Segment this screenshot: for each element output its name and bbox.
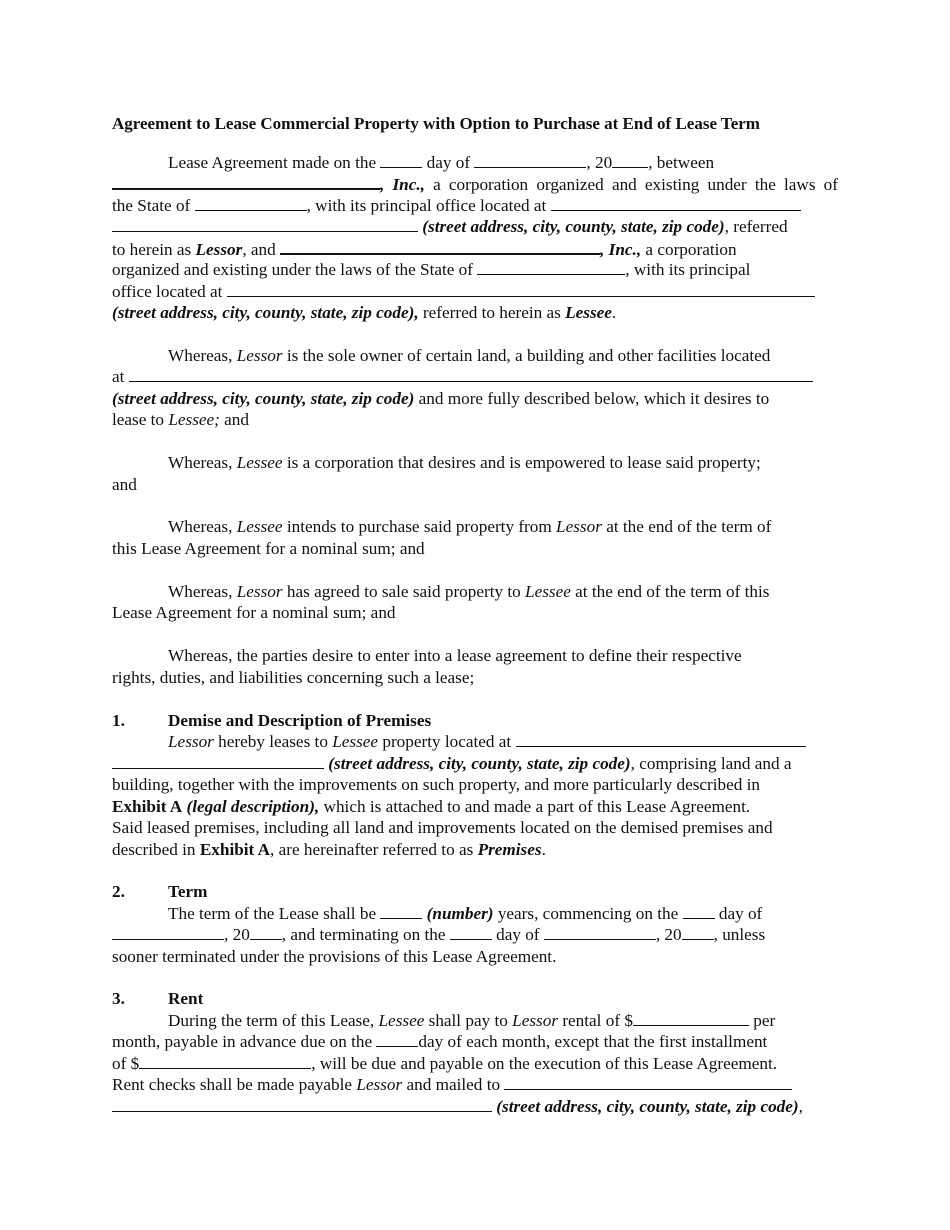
blank-rent-amount[interactable] <box>633 1010 749 1026</box>
blank-start-month[interactable] <box>112 924 224 940</box>
preamble-line-8 <box>112 302 838 323</box>
lessee-term: Lessee <box>236 453 283 472</box>
lessee-term: Lessee; <box>168 410 220 429</box>
exhibit-ref: Exhibit A <box>112 797 183 816</box>
preamble-line-4 <box>112 216 838 237</box>
whereas-text: Whereas, <box>168 453 233 472</box>
preamble-text: Lease Agreement made on the <box>168 153 377 172</box>
whereas-text: Lease Agreement for a nominal sum; and <box>112 603 396 622</box>
preamble-text: to herein as <box>112 240 192 259</box>
section-text: building, together with the improvements on such property, and more particularly described in <box>112 775 761 794</box>
address-label: (street address, city, county, state, zip code) <box>422 217 725 236</box>
section-text: day of each month, except that the first installment <box>418 1032 768 1051</box>
section-text: . <box>541 840 546 859</box>
lessor-term: Lessor <box>236 582 283 601</box>
section-text: years, commencing on the <box>497 904 679 923</box>
blank-first-installment[interactable] <box>139 1053 311 1069</box>
blank-due-day[interactable] <box>376 1031 418 1047</box>
section1-heading <box>112 710 838 731</box>
section-heading: Term <box>168 882 208 901</box>
section-text: , are hereinafter referred to as <box>270 840 474 859</box>
whereas1-line-4 <box>112 409 838 430</box>
blank-lessor-address-cont[interactable] <box>112 216 418 232</box>
section-text: of $ <box>112 1054 140 1073</box>
section-heading: Rent <box>168 989 204 1008</box>
whereas1-line-3 <box>112 388 838 409</box>
section3-line-4 <box>112 1074 838 1095</box>
section-number: 2. <box>112 882 125 901</box>
lessee-term: Lessee <box>236 517 283 536</box>
blank-lessor-name[interactable] <box>112 173 380 190</box>
section-text: , and terminating on the <box>281 925 446 944</box>
document-title: Agreement to Lease Commercial Property with Option to Purchase at End of Lease Term <box>112 114 760 133</box>
whereas4-line-2 <box>112 602 838 623</box>
whereas-text: and more fully described below, which it desires to <box>418 389 770 408</box>
section1-line-5 <box>112 817 838 838</box>
section-text: which is attached to and made a part of this Lease Agreement. <box>323 797 751 816</box>
blank-end-day[interactable] <box>450 924 492 940</box>
whereas1-line-2 <box>112 366 838 387</box>
whereas-text: at <box>112 367 125 386</box>
section-text: and mailed to <box>406 1075 501 1094</box>
address-label: (street address, city, county, state, zip code), <box>112 303 419 322</box>
preamble-text: office located at <box>112 282 223 301</box>
blank-year[interactable] <box>612 152 648 168</box>
inc-text: , Inc., <box>600 240 642 259</box>
section-text: per <box>753 1011 776 1030</box>
section3-line-2 <box>112 1031 838 1052</box>
whereas-text: this Lease Agreement for a nominal sum; and <box>112 539 425 558</box>
whereas3-line-1 <box>112 516 894 537</box>
whereas-text: is a corporation that desires and is empowered to lease said property; <box>286 453 761 472</box>
lessor-term: Lessor <box>556 517 602 536</box>
preamble-text: the State of <box>112 196 191 215</box>
preamble-text: a corporation <box>645 240 737 259</box>
blank-month[interactable] <box>474 152 586 168</box>
lessor-term: Lessor <box>195 240 243 259</box>
section-text: During the term of this Lease, <box>168 1011 375 1030</box>
blank-mailing-address[interactable] <box>504 1074 792 1090</box>
section-text: day of <box>496 925 540 944</box>
blank-end-year[interactable] <box>682 924 714 940</box>
blank-end-month[interactable] <box>544 924 656 940</box>
section-number: 1. <box>112 711 125 730</box>
inc-text: , Inc., <box>380 175 425 194</box>
section1-line-1 <box>112 731 894 752</box>
address-label: (street address, city, county, state, zip code) <box>112 389 415 408</box>
blank-lessee-address[interactable] <box>227 281 815 297</box>
preamble-text: , 20 <box>586 153 613 172</box>
section2-heading <box>112 881 838 902</box>
section1-line-6 <box>112 839 838 860</box>
whereas1-line-1 <box>112 345 894 366</box>
preamble-text: , referred <box>724 217 788 236</box>
section-text: shall pay to <box>428 1011 508 1030</box>
section3-line-1 <box>112 1010 894 1031</box>
whereas-text: intends to purchase said property from <box>286 517 552 536</box>
preamble-line-2 <box>112 173 838 194</box>
whereas-text: at the end of the term of <box>606 517 772 536</box>
lessee-term: Lessee <box>525 582 571 601</box>
whereas-text: Whereas, <box>168 582 233 601</box>
section-text: , 20 <box>224 925 250 944</box>
blank-day[interactable] <box>380 152 422 168</box>
section-text: , <box>798 1097 803 1116</box>
section-text: described in <box>112 840 196 859</box>
blank-lessee-name[interactable] <box>280 238 600 255</box>
section-number: 3. <box>112 989 125 1008</box>
preamble-text: day of <box>426 153 471 172</box>
lessor-term: Lessor <box>356 1075 403 1094</box>
section1-line-2 <box>112 753 838 774</box>
blank-start-day[interactable] <box>683 903 715 919</box>
whereas-text: is the sole owner of certain land, a building and other facilities located <box>286 346 771 365</box>
whereas4-line-1 <box>112 581 894 602</box>
blank-term-years[interactable] <box>380 903 422 919</box>
preamble-text: referred to herein as <box>422 303 561 322</box>
whereas-text: Whereas, the parties desire to enter into a lease agreement to define their respective <box>168 646 742 665</box>
section-text: day of <box>718 904 763 923</box>
preamble-line-6 <box>112 259 838 280</box>
legal-desc-label: (legal description), <box>186 797 320 816</box>
section2-line-1 <box>112 903 894 924</box>
whereas-text: and <box>224 410 249 429</box>
lessor-term: Lessor <box>168 732 214 751</box>
whereas-text: has agreed to sale said property to <box>286 582 521 601</box>
section-heading: Demise and Description of Premises <box>168 711 432 730</box>
blank-lessor-address[interactable] <box>551 195 801 211</box>
preamble-line-5 <box>112 238 838 259</box>
section3-line-5 <box>112 1096 838 1117</box>
blank-premises-address[interactable] <box>516 731 806 747</box>
lessee-term: Lessee <box>332 732 379 751</box>
section1-line-3 <box>112 774 838 795</box>
lessee-term: Lessee <box>565 303 612 322</box>
whereas3-line-2 <box>112 538 838 559</box>
section-text: Said leased premises, including all land and improvements located on the demised premises and <box>112 818 773 837</box>
address-label: (street address, city, county, state, zip code) <box>328 754 631 773</box>
whereas5-line-1 <box>112 645 894 666</box>
preamble-text: , and <box>242 240 276 259</box>
preamble-text: organized and existing under the laws of the State of <box>112 260 473 279</box>
preamble-text: , between <box>648 153 715 172</box>
section-text: , will be due and payable on the execution of this Lease Agreement. <box>311 1054 778 1073</box>
section3-heading <box>112 988 838 1009</box>
whereas-text: lease to <box>112 410 165 429</box>
section2-line-3 <box>112 946 838 967</box>
section-text: , 20 <box>655 925 682 944</box>
blank-lessor-state[interactable] <box>195 195 307 211</box>
section-text: The term of the Lease shall be <box>168 904 377 923</box>
whereas-text: at the end of the term of this <box>575 582 770 601</box>
section-text: sooner terminated under the provisions of this Lease Agreement. <box>112 947 557 966</box>
blank-property-address[interactable] <box>129 366 813 382</box>
whereas-text: Whereas, <box>168 517 233 536</box>
section-text: hereby leases to <box>218 732 328 751</box>
whereas-text: and <box>112 475 137 494</box>
blank-lessee-state[interactable] <box>477 259 625 275</box>
section-text: property located at <box>382 732 512 751</box>
section-text: Rent checks shall be made payable <box>112 1075 353 1094</box>
preamble-line-3 <box>112 195 838 216</box>
section-text: month, payable in advance due on the <box>112 1032 373 1051</box>
blank-mailing-address-cont[interactable] <box>112 1096 492 1112</box>
preamble-text: , with its principal office located at <box>306 196 547 215</box>
section3-line-3 <box>112 1053 838 1074</box>
lessee-term: Lessee <box>378 1011 425 1030</box>
preamble-text: a corporation organized and existing under the laws of <box>433 175 838 194</box>
section-text: , comprising land and a <box>630 754 792 773</box>
whereas-text: rights, duties, and liabilities concerning such a lease; <box>112 668 475 687</box>
lessor-term: Lessor <box>236 346 283 365</box>
whereas-text: Whereas, <box>168 346 233 365</box>
preamble-line-1 <box>112 152 894 173</box>
preamble-text: , with its principal <box>625 260 751 279</box>
section2-line-2 <box>112 924 838 945</box>
blank-start-year[interactable] <box>250 924 282 940</box>
address-label: (street address, city, county, state, zip code) <box>496 1097 799 1116</box>
exhibit-ref: Exhibit A <box>199 840 271 859</box>
section-text: rental of $ <box>562 1011 633 1030</box>
whereas2-line-2 <box>112 474 838 495</box>
preamble-text: . <box>611 303 617 322</box>
premises-term: Premises <box>477 840 542 859</box>
whereas2-line-1 <box>112 452 894 473</box>
lessor-term: Lessor <box>512 1011 559 1030</box>
blank-premises-address-cont[interactable] <box>112 753 324 769</box>
section-text: , unless <box>713 925 766 944</box>
section1-line-4 <box>112 796 838 817</box>
whereas5-line-2 <box>112 667 838 688</box>
preamble-line-7 <box>112 281 838 302</box>
number-label: (number) <box>426 904 494 923</box>
